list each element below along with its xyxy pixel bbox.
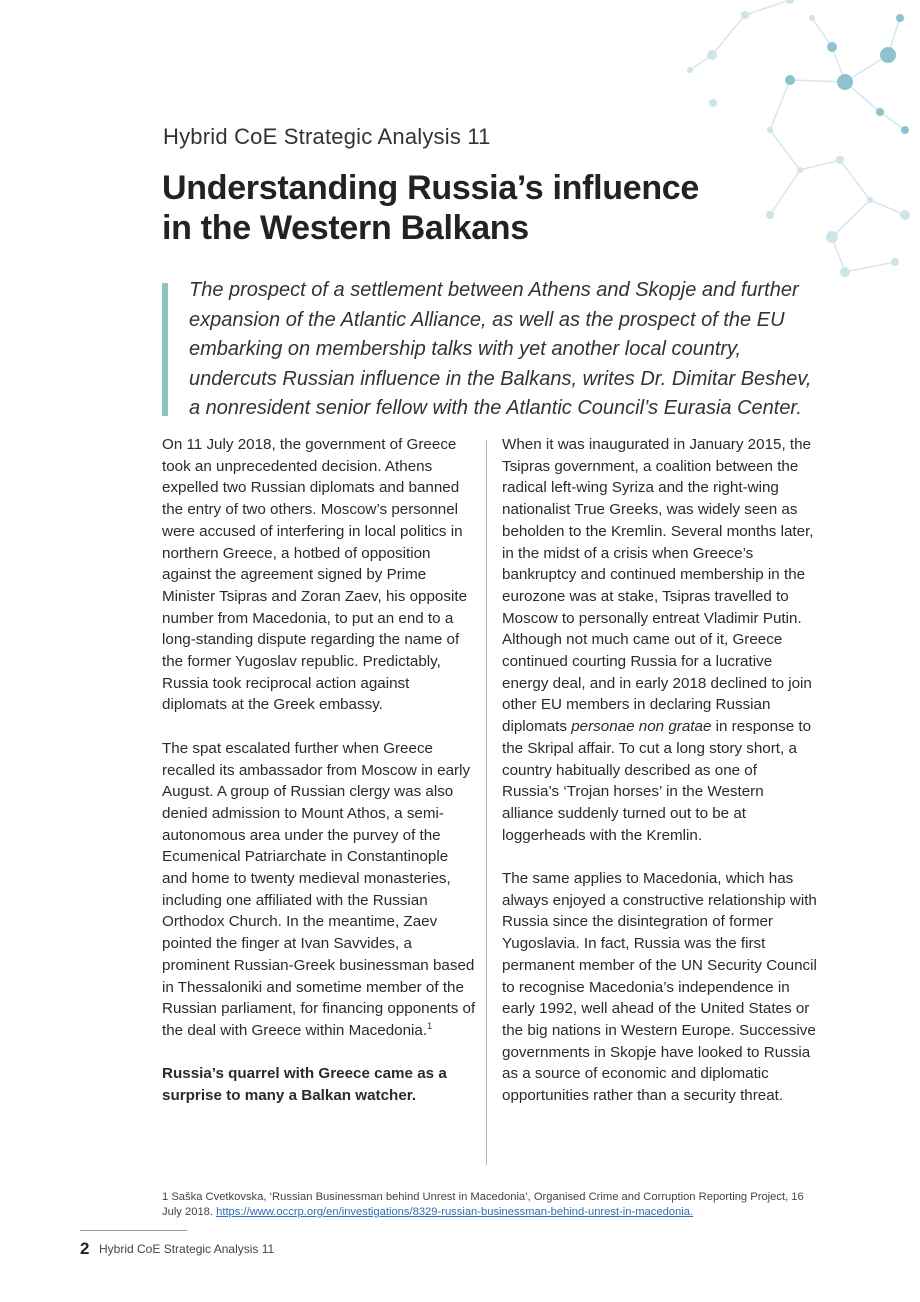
left-paragraph-3-bold: Russia’s quarrel with Greece came as a surprise to many a Balkan watcher. [162, 1065, 447, 1105]
footnote-reference[interactable]: 1 [427, 1020, 433, 1031]
right-paragraph-1-italic: personae non gratae [571, 718, 712, 736]
footer-rule [80, 1230, 187, 1231]
lead-line-3: embarking on membership talks with yet another local country, [189, 338, 742, 360]
lead-line-1: The prospect of a settlement between Athens and Skopje and further [189, 279, 799, 301]
footnote-text: 1 Saška Cvetkovska, ‘Russian Businessman behind Unrest in Macedonia’, Organised Crime and Corruption Reporting Project, 16 July 2018. [162, 1191, 804, 1218]
page-title [162, 168, 782, 248]
running-title: Hybrid CoE Strategic Analysis 11 [99, 1242, 275, 1256]
column-divider [486, 440, 487, 1165]
quote-accent-bar [162, 283, 168, 416]
left-column [162, 434, 477, 1107]
right-paragraph-1-a: When it was inaugurated in January 2015, the Tsipras government, a coalition between the radical left-wing Syriza and the right-wing nationalist True Greeks, was widely seen as beholden to the Kremlin. Several months later, in the midst of a crisis when Greece’s bankruptcy and continued membership in the eurozone was at stake, Tsipras travelled to Moscow to personally entreat Vladimir Putin. Although not much came out of it, Greece continued courting Russia for a lucrative energy deal, and in early 2018 declined to join other EU members in declaring Russian diplomats [502, 436, 814, 736]
right-paragraph-1 [502, 434, 817, 846]
molecule-decoration [0, 0, 920, 300]
footnote [162, 1190, 822, 1220]
title-line-2: in the Western Balkans [162, 209, 529, 247]
lead-line-2: expansion of the Atlantic Alliance, as well as the prospect of the EU [189, 308, 785, 331]
title-line-1: Understanding Russia’s influence [162, 169, 700, 207]
lead-quote [189, 276, 849, 424]
right-paragraph-1-b: in response to the Skripal affair. To cut a long story short, a country habitually described as one of Russia’s ‘Trojan horses’ in the Western alliance suddenly turned out to be at loggerheads with the Kremlin. [502, 718, 812, 844]
right-column [502, 434, 817, 1107]
lead-line-5: a nonresident senior fellow with the Atlantic Council’s Eurasia Center. [189, 397, 802, 419]
footnote-link[interactable]: https://www.occrp.org/en/investigations/8329-russian-businessman-behind-unrest-in-macedonia. [216, 1206, 694, 1218]
left-paragraph-2 [162, 738, 477, 1042]
lead-line-4: undercuts Russian influence in the Balkans, writes Dr. Dimitar Beshev, [189, 367, 812, 390]
right-paragraph-2: The same applies to Macedonia, which has always enjoyed a constructive relationship with Russia since the disintegration of former Yugoslavia. In fact, Russia was the first permanent member of the UN Security Council to recognise Macedonia’s independence in early 1992, well ahead of the United States or the big nations in Western Europe. Successive governments in Skopje have looked to Russia as a source of economic and diplomatic opportunities rather than a security threat. [502, 870, 817, 1105]
series-label: Hybrid CoE Strategic Analysis 11 [163, 124, 491, 149]
left-paragraph-1: On 11 July 2018, the government of Greece took an unprecedented decision. Athens expelled two Russian diplomats and banned the entry of two others. Moscow’s personnel were accused of interfering in local politics in northern Greece, a hotbed of opposition against the agreement signed by Prime Minister Tsipras and Zoran Zaev, his opposite number from Macedonia, to put an end to a long-standing dispute regarding the name of the former Yugoslav republic. Predictably, Russia took reciprocal action against diplomats at the Greek embassy. [162, 436, 468, 714]
page-number: 2 [80, 1239, 90, 1258]
left-paragraph-2-text: The spat escalated further when Greece recalled its ambassador from Moscow in early August. A group of Russian clergy was also denied admission to Mount Athos, a semi-autonomous area under the purvey of the Ecumenical Patriarchate in Constantinople and home to twenty medieval monasteries, including one affiliated with the Russian Orthodox Church. In the meantime, Zaev pointed the finger at Ivan Savvides, a prominent Russian-Greek businessman based in Thessaloniki and sometime member of the Russian parliament, for financing opponents of the deal with Greece within Macedonia. [162, 739, 476, 1039]
